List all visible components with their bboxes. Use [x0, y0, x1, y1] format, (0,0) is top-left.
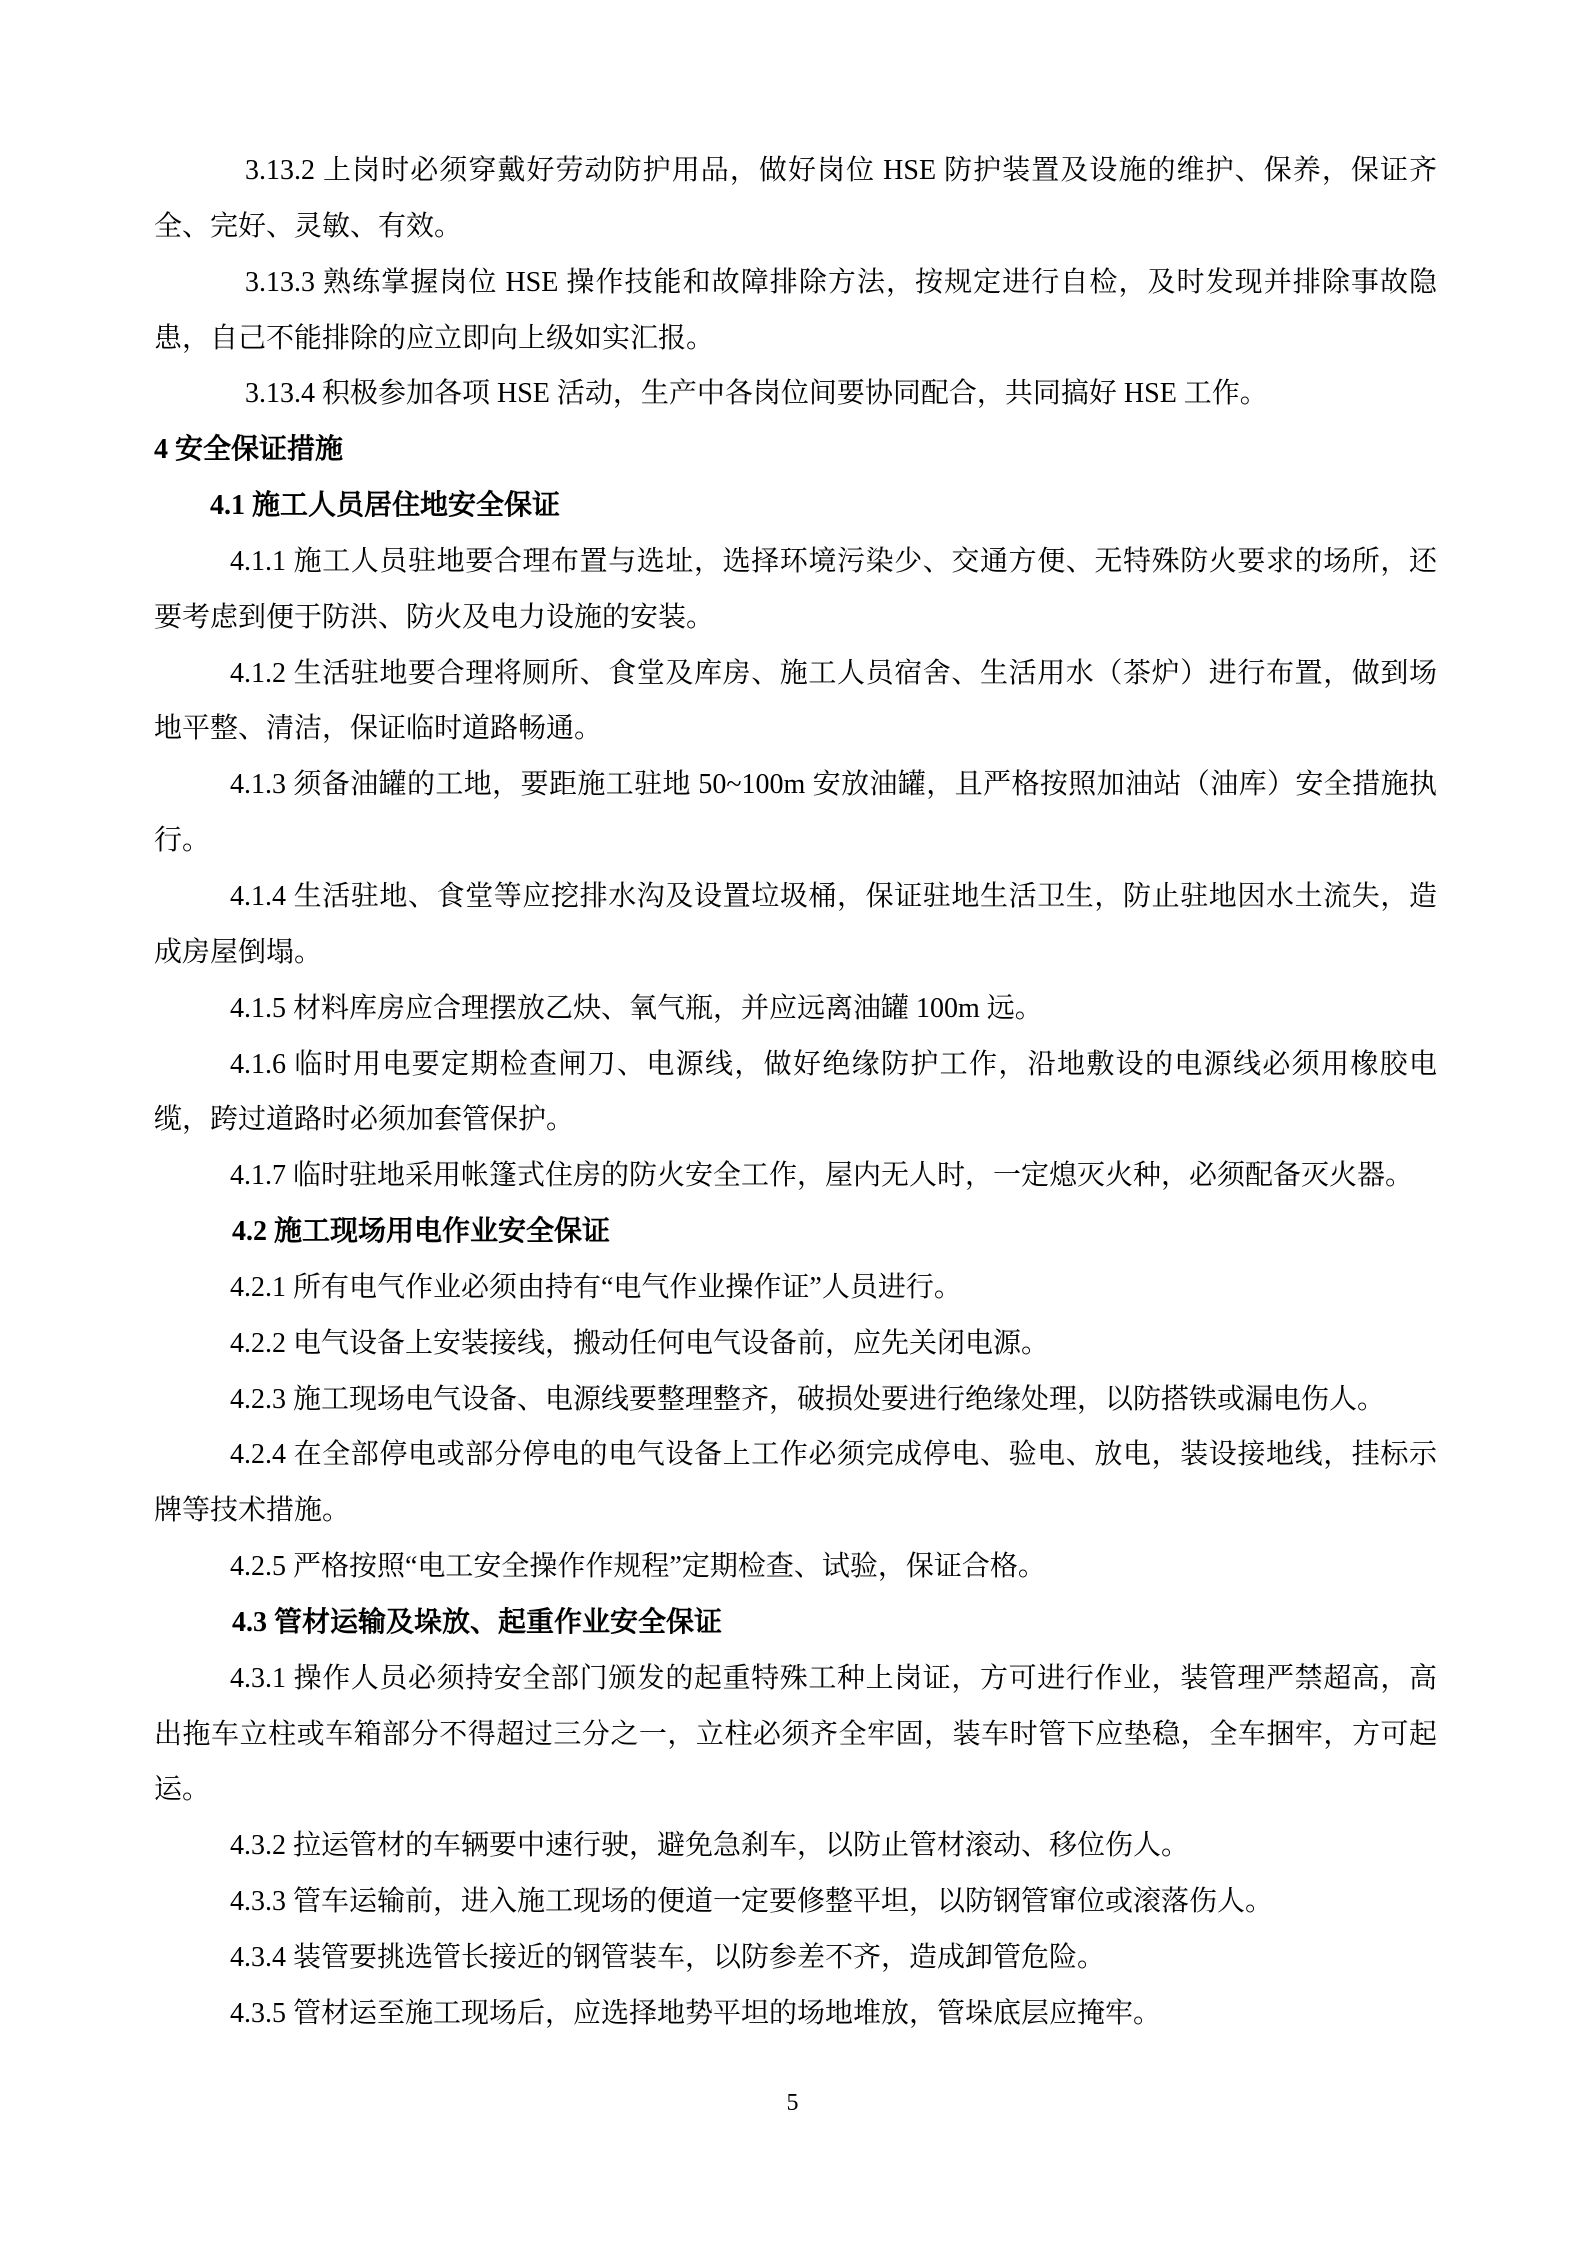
- section-heading: 4.1 施工人员居住地安全保证: [210, 490, 561, 522]
- section-heading: 4.3 管材运输及垛放、起重作业安全保证: [232, 1606, 723, 1638]
- text-line: 3.13.2 上岗时必须穿戴好劳动防护用品，做好岗位 HSE 防护装置及设施的维护、保养，保证齐: [245, 155, 1437, 186]
- text-line: 要考虑到便于防洪、防火及电力设施的安装。: [154, 601, 715, 633]
- text-line: 4.1.2 生活驻地要合理将厕所、食堂及库房、施工人员宿舍、生活用水（茶炉）进行布置，做到场: [230, 657, 1437, 689]
- text-line: 患，自己不能排除的应立即向上级如实汇报。: [154, 322, 715, 354]
- text-line: 4.3.3 管车运输前，进入施工现场的便道一定要修整平坦，以防钢管窜位或滚落伤人。: [230, 1886, 1274, 1918]
- text-line: 4.2.1 所有电气作业必须由持有“电气作业操作证”人员进行。: [230, 1271, 962, 1303]
- text-line: 4.1.4 生活驻地、食堂等应挖排水沟及设置垃圾桶，保证驻地生活卫生，防止驻地因水土流失，造: [230, 880, 1437, 912]
- text-line: 4.3.2 拉运管材的车辆要中速行驶，避免急刹车，以防止管材滚动、移位伤人。: [230, 1830, 1190, 1862]
- text-line: 4.1.1 施工人员驻地要合理布置与选址，选择环境污染少、交通方便、无特殊防火要求的场所，还: [230, 545, 1437, 577]
- text-line: 4.2.4 在全部停电或部分停电的电气设备上工作必须完成停电、验电、放电，装设接地线，挂标示: [230, 1439, 1437, 1471]
- text-line: 缆，跨过道路时必须加套管保护。: [154, 1104, 575, 1136]
- text-line: 4.1.5 材料库房应合理摆放乙炔、氧气瓶，并应远离油罐 100m 远。: [230, 992, 1043, 1024]
- text-line: 4.3.1 操作人员必须持安全部门颁发的起重特殊工种上岗证，方可进行作业，装管理严禁超高，高: [230, 1662, 1437, 1694]
- text-line: 运。: [154, 1774, 211, 1806]
- text-line: 4.3.5 管材运至施工现场后，应选择地势平坦的场地堆放，管垛底层应掩牢。: [230, 1997, 1162, 2029]
- text-line: 3.13.4 积极参加各项 HSE 活动，生产中各岗位间要协同配合，共同搞好 HSE 工作。: [245, 378, 1268, 410]
- text-line: 4.2.5 严格按照“电工安全操作作规程”定期检查、试验，保证合格。: [230, 1551, 1046, 1583]
- text-line: 出拖车立柱或车箱部分不得超过三分之一，立柱必须齐全牢固，装车时管下应垫稳，全车捆牢，方可起: [154, 1718, 1437, 1750]
- section-heading: 4.2 施工现场用电作业安全保证: [232, 1216, 611, 1248]
- text-line: 成房屋倒塌。: [154, 936, 323, 968]
- text-line: 4.1.7 临时驻地采用帐篷式住房的防火安全工作，屋内无人时，一定熄灭火种，必须配备灭火器。: [230, 1160, 1414, 1192]
- text-line: 4.1.3 须备油罐的工地，要距施工驻地 50~100m 安放油罐，且严格按照加油站（油库）安全措施执: [230, 769, 1437, 801]
- text-line: 3.13.3 熟练掌握岗位 HSE 操作技能和故障排除方法，按规定进行自检，及时发现并排除事故隐: [245, 266, 1437, 298]
- text-line: 4.3.4 装管要挑选管长接近的钢管装车，以防参差不齐，造成卸管危险。: [230, 1942, 1106, 1973]
- text-line: 4.1.6 临时用电要定期检查闸刀、电源线，做好绝缘防护工作，沿地敷设的电源线必须用橡胶电: [230, 1048, 1437, 1080]
- text-line: 地平整、清洁，保证临时道路畅通。: [154, 713, 603, 745]
- text-line: 全、完好、灵敏、有效。: [154, 210, 463, 242]
- text-line: 4.2.3 施工现场电气设备、电源线要整理整齐，破损处要进行绝缘处理，以防搭铁或漏电伤人。: [230, 1383, 1386, 1415]
- text-line: 牌等技术措施。: [154, 1495, 351, 1527]
- page-number: 5: [786, 2090, 799, 2116]
- text-line: 4.2.2 电气设备上安装接线，搬动任何电气设备前，应先关闭电源。: [230, 1327, 1050, 1359]
- text-line: 行。: [154, 825, 211, 857]
- section-heading: 4 安全保证措施: [154, 434, 344, 466]
- document-body: [154, 143, 1437, 2042]
